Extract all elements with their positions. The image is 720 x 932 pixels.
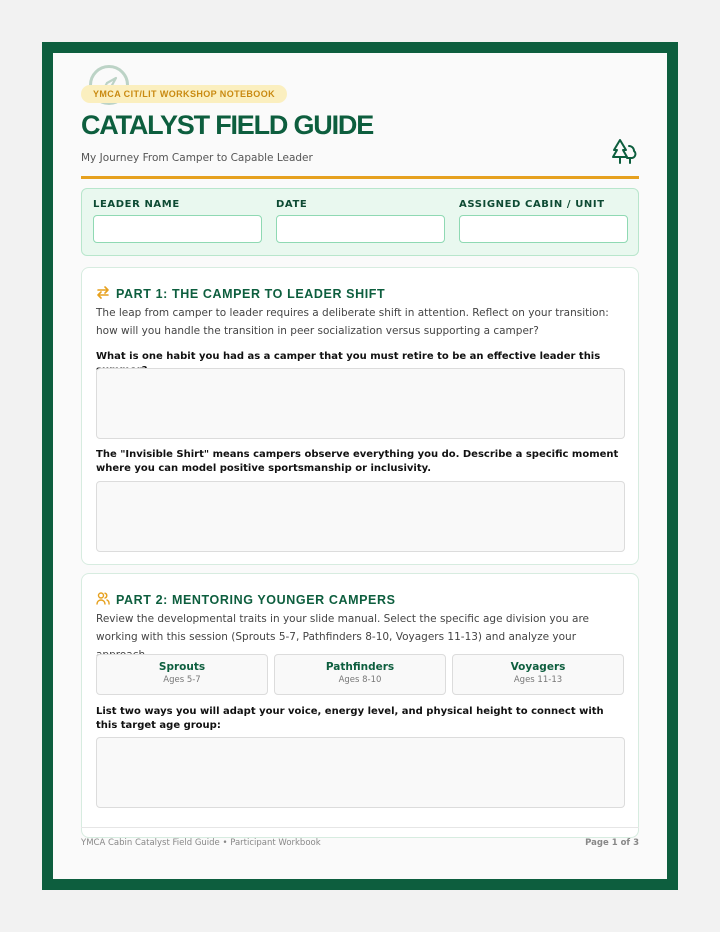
division-name: Sprouts [158, 661, 206, 673]
header-divider [81, 176, 639, 179]
part2-heading: PART 2: MENTORING YOUNGER CAMPERS [116, 592, 396, 607]
division-ages: Ages 5-7 [163, 675, 201, 685]
cabin-group [459, 199, 628, 243]
leader-name-group [93, 199, 262, 243]
part1-question-1: What is one habit you had as a camper that you must retire to be an effective leader this [96, 351, 601, 362]
page-border [42, 42, 678, 890]
division-voyagers[interactable] [452, 654, 624, 695]
notebook-badge: YMCA CIT/LIT WORKSHOP NOTEBOOK [81, 85, 287, 103]
part2-intro: Review the developmental traits in your slide manual. Select the specific age division you are working with this session (Sprouts 5-7, Pathfinders 8-10, Voyagers 11-13) and analyze your [96, 613, 589, 643]
part1-intro: The leap from camper to leader requires a deliberate shift in attention. Reflect on your transition: how will you handle the transition in peer socialization versus supporting a camper? [96, 307, 609, 337]
date-label: DATE [276, 199, 308, 210]
page-title: CATALYST FIELD GUIDE [81, 110, 374, 140]
date-field[interactable] [276, 215, 445, 243]
division-ages: Ages 8-10 [338, 675, 382, 685]
division-name: Voyagers [510, 661, 566, 673]
people-icon [96, 590, 110, 609]
part1-answer-2-field[interactable] [96, 481, 625, 552]
swap-arrows-icon [96, 284, 110, 303]
page-subtitle: My Journey From Camper to Capable Leader [81, 152, 313, 164]
part1-header [96, 284, 385, 303]
leader-name-label: LEADER NAME [93, 199, 180, 210]
part2-question-1: List two ways you will adapt your voice, energy level, and physical height to connect with this target age group: [96, 706, 604, 731]
leader-name-field[interactable] [93, 215, 262, 243]
page-footer [81, 827, 639, 848]
division-ages: Ages 11-13 [513, 675, 563, 685]
page-number: Page 1 of 3 [585, 838, 639, 848]
footer-text: YMCA Cabin Catalyst Field Guide • Participant Workbook [81, 838, 321, 848]
part1-answer-1-field[interactable] [96, 368, 625, 439]
part1-question-2: The "Invisible Shirt" means campers observe everything you do. Describe a specific moment where you can model positive sportsmanship or inclusivity. [96, 449, 619, 474]
part1-heading: PART 1: THE CAMPER TO LEADER SHIFT [116, 286, 386, 301]
division-name: Pathfinders [325, 661, 395, 673]
division-pathfinders[interactable] [274, 654, 446, 695]
tree-icon [611, 137, 637, 169]
part2-card [81, 573, 639, 838]
part2-answer-1-field[interactable] [96, 737, 625, 808]
worksheet-page [53, 53, 667, 879]
part1-card [81, 267, 639, 565]
date-group [276, 199, 445, 243]
cabin-label: ASSIGNED CABIN / UNIT [459, 199, 605, 210]
division-sprouts[interactable] [96, 654, 268, 695]
cabin-field[interactable] [459, 215, 628, 243]
part2-header [96, 590, 396, 609]
leader-info-panel [81, 188, 639, 256]
